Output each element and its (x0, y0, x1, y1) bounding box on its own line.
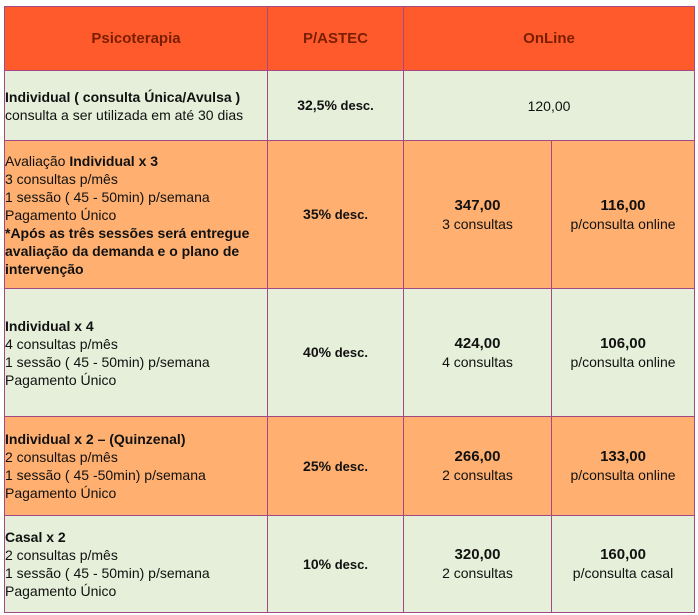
package-label: 2 consultas (442, 467, 513, 483)
service-detail: 1 sessão ( 45 - 50min) p/semana (5, 565, 210, 581)
service-detail: 2 consultas p/mês (5, 547, 118, 563)
service-detail: Pagamento Único (5, 206, 117, 223)
per-consult-price-cell (552, 141, 695, 289)
service-title-prefix: Avaliação (5, 152, 70, 169)
discount-cell (268, 71, 404, 141)
discount-cell (268, 141, 404, 289)
table-row (5, 417, 695, 516)
table-row (5, 289, 695, 417)
table-row (5, 516, 695, 613)
package-price: 424,00 (454, 334, 501, 352)
service-detail: 1 sessão ( 45 -50min) p/semana (5, 467, 206, 483)
per-consult-price-cell (552, 516, 695, 613)
service-detail: 2 consultas p/mês (5, 449, 118, 465)
header-psicoterapia: Psicoterapia (5, 7, 268, 71)
package-price: 320,00 (454, 546, 501, 563)
package-price: 266,00 (454, 448, 501, 465)
package-price-cell (404, 417, 552, 516)
per-consult-price: 106,00 (600, 334, 646, 352)
discount-unit: desc. (336, 98, 374, 113)
discount-unit: desc. (331, 458, 368, 474)
per-consult-price-cell (552, 417, 695, 516)
service-title-bold: Individual x 3 (69, 152, 159, 169)
per-consult-price: 160,00 (600, 546, 646, 563)
service-title (5, 152, 267, 170)
discount-value: 35% (303, 206, 332, 222)
per-consult-price: 116,00 (600, 196, 646, 214)
table-row (5, 71, 695, 141)
service-detail: 1 sessão ( 45 - 50min) p/semana (5, 188, 210, 205)
service-detail: 4 consultas p/mês (5, 335, 118, 352)
package-price-cell (404, 516, 552, 613)
service-description (5, 141, 268, 289)
per-consult-label: p/consulta online (570, 467, 676, 483)
discount-unit: desc. (331, 556, 368, 572)
per-consult-price: 133,00 (600, 448, 646, 465)
per-consult-label: p/consulta online (570, 353, 676, 370)
package-label: 3 consultas (442, 215, 513, 232)
package-price-cell (404, 289, 552, 417)
header-astec: P/ASTEC (268, 7, 404, 71)
discount-cell (268, 516, 404, 613)
service-title: Casal x 2 (5, 529, 66, 545)
service-description (5, 516, 268, 613)
service-detail: 1 sessão ( 45 - 50min) p/semana (5, 353, 210, 370)
service-detail: Pagamento Único (5, 583, 117, 599)
online-price-single: 120,00 (404, 71, 695, 141)
table-row (5, 141, 695, 289)
service-detail: Pagamento Único (5, 485, 117, 501)
service-detail: Pagamento Único (5, 371, 117, 388)
header-online: OnLine (404, 7, 695, 71)
discount-value: 25% (303, 457, 332, 474)
discount-unit: desc. (331, 207, 368, 222)
package-label: 2 consultas (442, 565, 513, 581)
package-label: 4 consultas (442, 353, 513, 370)
service-title: Individual x 2 – (Quinzenal) (5, 431, 186, 447)
service-description (5, 417, 268, 516)
table-header-row (5, 7, 695, 71)
service-title: Individual x 4 (5, 317, 94, 334)
discount-value: 32,5% (297, 97, 337, 113)
service-title: Individual ( consulta Única/Avulsa ) (5, 88, 241, 105)
service-detail: 3 consultas p/mês (5, 170, 118, 187)
service-note: *Após as três sessões será entregue avaliação da demanda e o plano de intervenção (5, 224, 250, 277)
discount-unit: desc. (331, 345, 368, 360)
discount-value: 40% (303, 344, 332, 360)
per-consult-price-cell (552, 289, 695, 417)
service-description (5, 71, 268, 141)
package-price-cell (404, 141, 552, 289)
service-detail: consulta a ser utilizada em até 30 dias (5, 106, 244, 123)
discount-cell (268, 417, 404, 516)
discount-cell (268, 289, 404, 417)
pricing-table (4, 6, 695, 613)
package-price: 347,00 (454, 196, 501, 214)
discount-value: 10% (303, 555, 332, 572)
service-description (5, 289, 268, 417)
per-consult-label: p/consulta online (570, 215, 676, 232)
per-consult-label: p/consulta casal (572, 565, 674, 581)
